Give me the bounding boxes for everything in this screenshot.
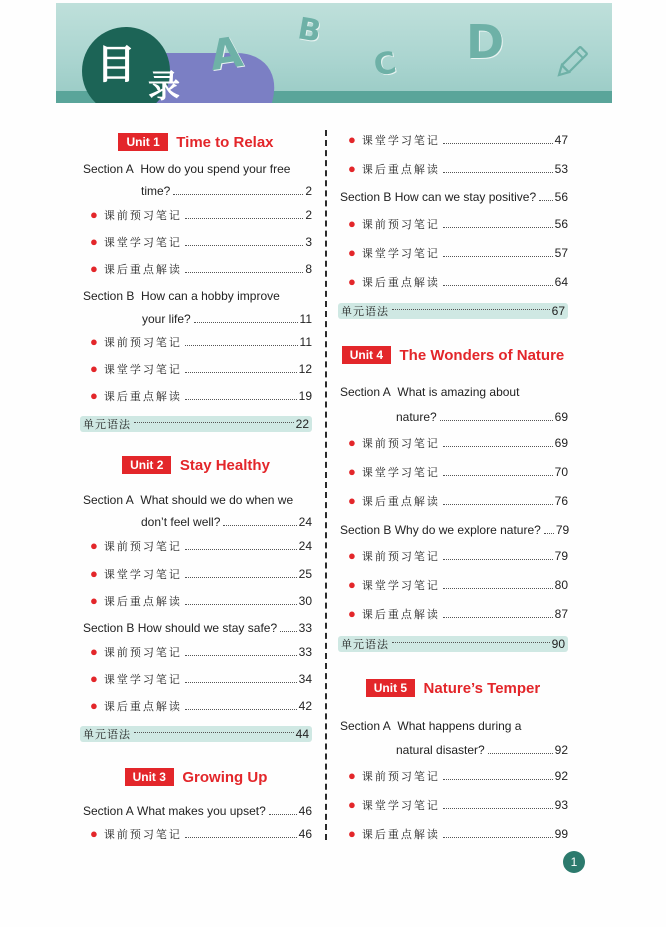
page-number: 24	[298, 539, 312, 553]
unit-1-heading	[80, 133, 312, 151]
entry-label: 课后重点解读	[361, 828, 440, 841]
unit-1-section-b-line1[interactable]	[83, 289, 280, 303]
section-label: Section A	[340, 719, 391, 733]
section-title: How can we stay positive?	[394, 190, 537, 204]
dot-leader	[185, 837, 297, 838]
dot-leader	[443, 588, 553, 589]
unit-1-section-b-line2[interactable]	[142, 312, 312, 326]
unit-5-section-a-line2[interactable]	[396, 743, 568, 757]
toc-entry[interactable]	[338, 493, 568, 509]
bullet-dot-icon: ●	[90, 388, 98, 403]
unit-2-badge: Unit 2	[122, 456, 171, 474]
unit-2-section-a-line1[interactable]	[83, 493, 293, 507]
grammar-label: 单元语法	[341, 305, 389, 318]
unit-4-badge: Unit 4	[342, 346, 391, 364]
dot-leader	[185, 604, 297, 605]
bullet-dot-icon: ●	[90, 334, 98, 349]
toc-entry[interactable]	[338, 161, 568, 177]
entry-label: 课前预习笔记	[103, 209, 182, 222]
dot-leader	[194, 322, 298, 323]
entry-label: 课堂学习笔记	[361, 247, 440, 260]
grammar-label: 单元语法	[83, 728, 131, 741]
bullet-dot-icon: ●	[90, 671, 98, 686]
unit-1-title: Time to Relax	[176, 133, 274, 151]
entry-label: 课后重点解读	[103, 263, 182, 276]
toc-entry[interactable]	[80, 698, 312, 714]
dot-leader	[544, 533, 554, 534]
entry-label: 课堂学习笔记	[103, 673, 182, 686]
page-number: 56	[554, 217, 568, 231]
page-number: 79	[554, 549, 568, 563]
section-label: Section A	[340, 385, 391, 399]
unit-5-title: Nature’s Temper	[423, 679, 541, 697]
page-title-char-1: 目	[96, 42, 136, 88]
page-number: 46	[298, 827, 312, 841]
unit-4-section-b[interactable]	[340, 523, 568, 537]
entry-label: 课前预习笔记	[103, 646, 182, 659]
dot-leader	[185, 399, 297, 400]
page-number: 2	[305, 184, 312, 198]
bullet-dot-icon: ●	[348, 245, 356, 260]
page-number: 33	[298, 645, 312, 659]
unit-5-badge: Unit 5	[366, 679, 415, 697]
bullet-dot-icon: ●	[90, 826, 98, 841]
entry-label: 课前预习笔记	[103, 540, 182, 553]
dot-leader	[134, 422, 294, 423]
bullet-dot-icon: ●	[348, 161, 356, 176]
dot-leader	[443, 285, 553, 286]
unit-1-section-a-line2[interactable]	[141, 184, 312, 198]
section-title: What should we do when we	[140, 493, 294, 507]
page-number: 46	[298, 804, 312, 818]
page-number: 25	[298, 567, 312, 581]
unit-3-heading	[80, 768, 312, 786]
bullet-dot-icon: ●	[348, 274, 356, 289]
toc-entry[interactable]	[80, 671, 312, 687]
dot-leader	[443, 143, 553, 144]
dot-leader	[185, 245, 303, 246]
entry-label: 课前预习笔记	[361, 437, 440, 450]
toc-entry[interactable]	[80, 538, 312, 554]
section-label: Section A	[83, 493, 134, 507]
section-title-cont: your life?	[142, 312, 191, 326]
section-label: Section B	[83, 289, 135, 303]
unit-4-heading	[338, 346, 568, 364]
section-label: Section B	[340, 190, 392, 204]
entry-label: 课后重点解读	[361, 495, 440, 508]
bullet-dot-icon: ●	[90, 361, 98, 376]
dot-leader	[539, 200, 553, 201]
unit-5-heading	[338, 679, 568, 697]
dot-leader	[185, 345, 298, 346]
dot-leader	[443, 808, 553, 809]
dot-leader	[443, 837, 553, 838]
toc-entry[interactable]	[338, 577, 568, 593]
dot-leader	[443, 559, 553, 560]
dot-leader	[173, 194, 303, 195]
entry-label: 课后重点解读	[361, 276, 440, 289]
unit-4-section-a-line1[interactable]	[340, 385, 519, 399]
section-title: How do you spend your free	[140, 162, 291, 176]
dot-leader	[269, 814, 297, 815]
dot-leader	[185, 549, 297, 550]
page-number: 12	[298, 362, 312, 376]
bullet-dot-icon: ●	[348, 826, 356, 841]
page-number: 69	[554, 410, 568, 424]
unit-4-section-a-line2[interactable]	[396, 410, 568, 424]
entry-label: 课后重点解读	[103, 595, 182, 608]
dot-leader	[185, 272, 303, 273]
entry-label: 课前预习笔记	[361, 550, 440, 563]
unit-2-section-a-line2[interactable]	[141, 515, 312, 529]
entry-label: 课堂学习笔记	[103, 363, 182, 376]
toc-entry[interactable]	[338, 548, 568, 564]
pencil-icon	[554, 45, 588, 81]
page-number: 47	[554, 133, 568, 147]
toc-entry[interactable]	[80, 261, 312, 277]
unit-3-section-b[interactable]	[340, 190, 568, 204]
toc-entry[interactable]	[80, 644, 312, 660]
dot-leader	[488, 753, 553, 754]
unit-3-grammar[interactable]	[338, 303, 568, 319]
section-label: Section B	[83, 621, 135, 635]
toc-entry[interactable]	[338, 606, 568, 622]
deco-letter-a: A	[206, 26, 246, 81]
toc-entry[interactable]	[80, 566, 312, 582]
toc-entry[interactable]	[338, 826, 568, 842]
header-banner	[56, 3, 612, 103]
page-number: 53	[554, 162, 568, 176]
page-number: 69	[554, 436, 568, 450]
dot-leader	[443, 227, 553, 228]
bullet-dot-icon: ●	[348, 797, 356, 812]
bullet-dot-icon: ●	[90, 698, 98, 713]
page-number: 44	[295, 727, 309, 741]
dot-leader	[443, 617, 553, 618]
page-number: 87	[554, 607, 568, 621]
bullet-dot-icon: ●	[90, 593, 98, 608]
unit-2-title: Stay Healthy	[179, 456, 270, 474]
section-title: What happens during a	[397, 719, 522, 733]
unit-3-title: Growing Up	[182, 768, 268, 786]
entry-label: 课后重点解读	[103, 700, 182, 713]
entry-label: 课前预习笔记	[103, 336, 182, 349]
grammar-label: 单元语法	[83, 418, 131, 431]
bullet-dot-icon: ●	[348, 606, 356, 621]
dot-leader	[443, 256, 553, 257]
toc-entry[interactable]	[80, 334, 312, 350]
toc-entry[interactable]	[338, 797, 568, 813]
deco-letter-d: D	[466, 15, 505, 69]
dot-leader	[134, 732, 294, 733]
page-number: 99	[554, 827, 568, 841]
page-number: 11	[299, 312, 312, 326]
toc-entry[interactable]	[338, 768, 568, 784]
toc-entry[interactable]	[338, 274, 568, 290]
section-title-cont: nature?	[396, 410, 437, 424]
section-title-cont: natural disaster?	[396, 743, 485, 757]
column-divider	[325, 130, 327, 840]
dot-leader	[185, 709, 297, 710]
dot-leader	[185, 682, 297, 683]
bullet-dot-icon: ●	[90, 538, 98, 553]
entry-label: 课后重点解读	[361, 608, 440, 621]
page-number: 11	[299, 335, 312, 349]
bullet-dot-icon: ●	[348, 435, 356, 450]
dot-leader	[280, 631, 297, 632]
page-number: 90	[551, 637, 565, 651]
page-number: 76	[554, 494, 568, 508]
section-title-cont: time?	[141, 184, 171, 198]
dot-leader	[443, 504, 553, 505]
page-number: 57	[554, 246, 568, 260]
section-title-cont: don’t feel well?	[141, 515, 221, 529]
bullet-dot-icon: ●	[90, 566, 98, 581]
bullet-dot-icon: ●	[348, 548, 356, 563]
dot-leader	[443, 475, 553, 476]
bullet-dot-icon: ●	[348, 132, 356, 147]
page-number: 56	[554, 190, 568, 204]
bullet-dot-icon: ●	[348, 216, 356, 231]
unit-4-grammar[interactable]	[338, 636, 568, 652]
bullet-dot-icon: ●	[90, 234, 98, 249]
unit-1-grammar[interactable]	[80, 416, 312, 432]
page-number: 70	[554, 465, 568, 479]
page-number: 24	[298, 515, 312, 529]
section-title: How can a hobby improve	[141, 289, 280, 303]
bullet-dot-icon: ●	[348, 464, 356, 479]
entry-label: 课堂学习笔记	[361, 466, 440, 479]
toc-entry[interactable]	[80, 207, 312, 223]
page-number-badge: 1	[563, 851, 585, 873]
page-number: 93	[554, 798, 568, 812]
page-number: 2	[305, 208, 312, 222]
dot-leader	[392, 309, 550, 310]
unit-5-section-a-line1[interactable]	[340, 719, 521, 733]
bullet-dot-icon: ●	[348, 768, 356, 783]
page-number: 33	[298, 621, 312, 635]
page-number: 30	[298, 594, 312, 608]
section-title: Why do we explore nature?	[394, 523, 541, 537]
entry-label: 课堂学习笔记	[103, 568, 182, 581]
section-title: What makes you upset?	[137, 804, 266, 818]
toc-entry[interactable]	[338, 216, 568, 232]
unit-2-grammar[interactable]	[80, 726, 312, 742]
page-number: 79	[555, 523, 570, 537]
grammar-label: 单元语法	[341, 638, 389, 651]
dot-leader	[392, 642, 550, 643]
page-number: 34	[298, 672, 312, 686]
dot-leader	[185, 655, 297, 656]
page-number: 67	[551, 304, 565, 318]
toc-entry[interactable]	[80, 361, 312, 377]
page-number: 22	[295, 417, 309, 431]
entry-label: 课堂学习笔记	[103, 236, 182, 249]
section-title: What is amazing about	[397, 385, 520, 399]
bullet-dot-icon: ●	[90, 644, 98, 659]
section-label: Section A	[83, 804, 134, 818]
page-number: 42	[298, 699, 312, 713]
page-number: 3	[305, 235, 312, 249]
entry-label: 课前预习笔记	[361, 218, 440, 231]
toc-entry[interactable]	[338, 245, 568, 261]
bullet-dot-icon: ●	[348, 493, 356, 508]
section-label: Section B	[340, 523, 392, 537]
deco-letter-c: C	[371, 45, 399, 84]
dot-leader	[440, 420, 553, 421]
toc-entry[interactable]	[80, 826, 312, 842]
entry-label: 课后重点解读	[103, 390, 182, 403]
dot-leader	[223, 525, 296, 526]
toc-entry[interactable]	[80, 234, 312, 250]
page-number: 92	[554, 769, 568, 783]
dot-leader	[185, 577, 297, 578]
unit-2-heading	[80, 456, 312, 474]
unit-1-section-a-line1[interactable]	[83, 162, 290, 176]
toc-entry[interactable]	[80, 593, 312, 609]
entry-label: 课堂学习笔记	[361, 579, 440, 592]
section-title: How should we stay safe?	[137, 621, 278, 635]
entry-label: 课堂学习笔记	[361, 134, 440, 147]
entry-label: 课后重点解读	[361, 163, 440, 176]
toc-entry[interactable]	[338, 435, 568, 451]
entry-label: 课前预习笔记	[103, 828, 182, 841]
dot-leader	[185, 218, 303, 219]
deco-letter-b: B	[295, 11, 324, 50]
toc-entry[interactable]	[80, 388, 312, 404]
bullet-dot-icon: ●	[90, 261, 98, 276]
unit-2-section-b[interactable]	[83, 621, 312, 635]
page-title-char-2: 录	[148, 67, 181, 103]
page-number: 8	[305, 262, 312, 276]
toc-entry[interactable]	[338, 464, 568, 480]
dot-leader	[443, 172, 553, 173]
unit-3-badge: Unit 3	[125, 768, 174, 786]
page-number: 80	[554, 578, 568, 592]
section-label: Section A	[83, 162, 134, 176]
entry-label: 课前预习笔记	[361, 770, 440, 783]
dot-leader	[443, 779, 553, 780]
dot-leader	[185, 372, 297, 373]
page-number: 19	[298, 389, 312, 403]
page-number: 92	[554, 743, 568, 757]
bullet-dot-icon: ●	[348, 577, 356, 592]
toc-entry[interactable]	[338, 132, 568, 148]
unit-3-section-a[interactable]	[83, 804, 312, 818]
unit-1-badge: Unit 1	[118, 133, 167, 151]
dot-leader	[443, 446, 553, 447]
page-number: 64	[554, 275, 568, 289]
unit-4-title: The Wonders of Nature	[399, 346, 565, 364]
entry-label: 课堂学习笔记	[361, 799, 440, 812]
bullet-dot-icon: ●	[90, 207, 98, 222]
